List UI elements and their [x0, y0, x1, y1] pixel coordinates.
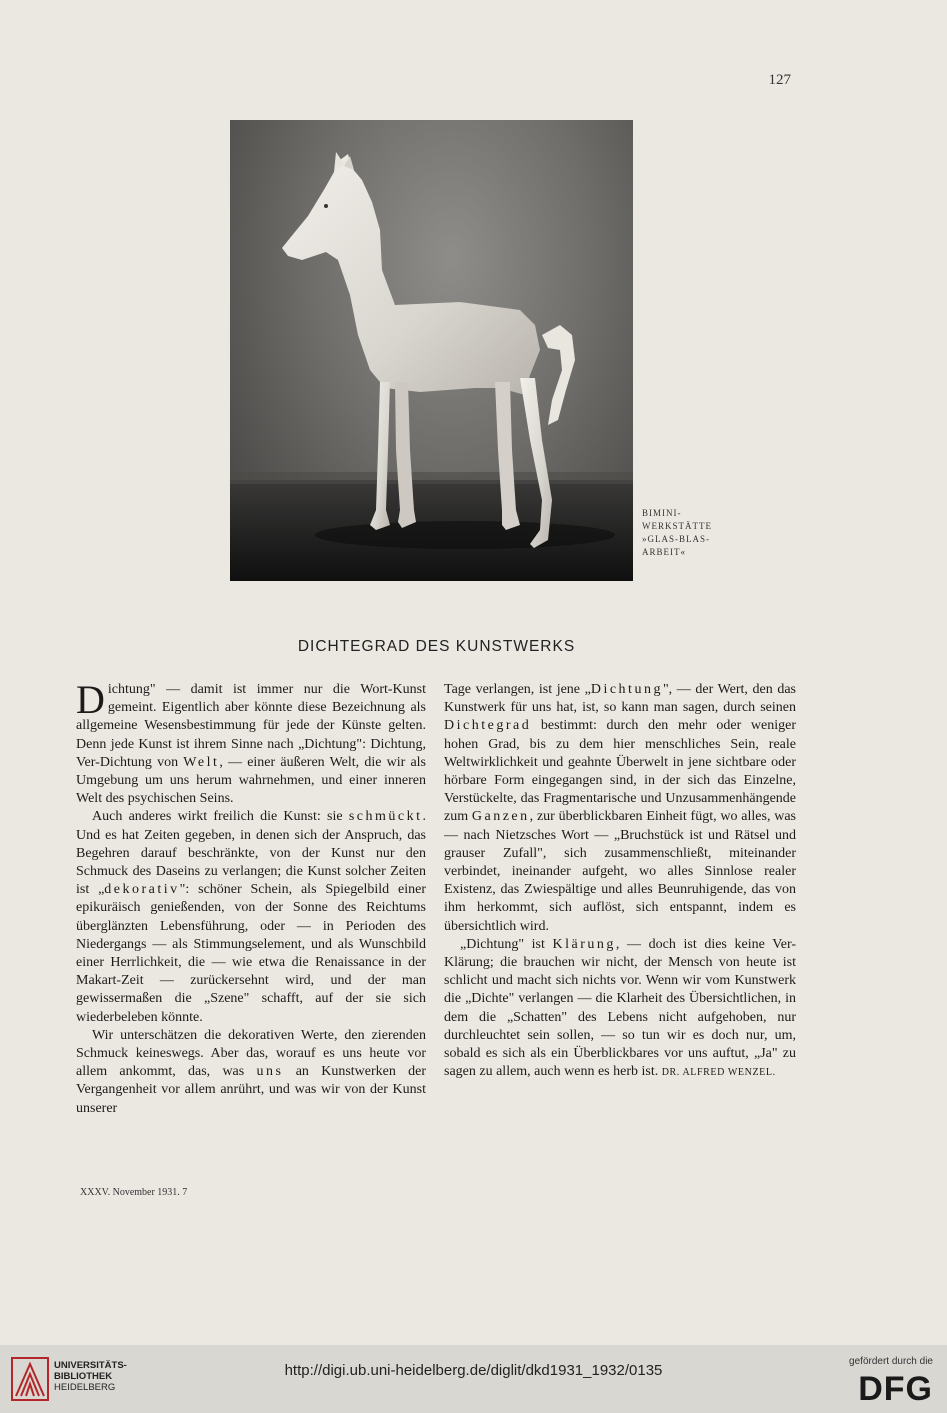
horse-photograph	[230, 120, 633, 581]
emphasis: Klärung	[552, 936, 616, 952]
paragraph	[76, 808, 426, 1026]
photo-caption	[642, 507, 742, 559]
text-run: ichtung" — damit ist immer nur die Wort-Kunst gemeint. Eigentlich aber könnte diese Bezeichnung als allgemeine Wesensbestimmung für jede der Künste gelten. Denn jede Kunst ist ihrem Sinne nach „Dichtung": Dichtung, Ver-Dichtung von	[76, 682, 426, 770]
caption-line: »GLAS-BLAS-	[642, 534, 711, 544]
emphasis: dekorativ	[104, 882, 180, 898]
drop-cap: D	[76, 677, 105, 722]
text-run: bestimmt: durch den mehr oder weniger hohen Grad, bis zu dem hier menschliches Sein, reale Weltwirklichkeit und geahnte Überwelt in jene sichtbare oder hörbare Form eingegangen sind, in der sich das Einzelne, Verstückelte, das Fragmentarische und Unzusammenhängende zum	[444, 718, 796, 825]
text-run: Wir unterschätzen die dekorativen Werte, den zierenden Schmuck keineswegs. Aber das, worauf es uns heute vor allem ankommt, das, was	[76, 1027, 426, 1080]
text-run: Tage verlangen, ist jene „	[444, 682, 591, 697]
page-number: 127	[768, 72, 791, 88]
emphasis: Welt	[183, 754, 220, 770]
text-run: , — doch ist dies keine Ver-Klärung; die brauchen wir nicht, der Mensch von heute ist schlicht und macht sich nichts vor. Wenn wir vom Kunstwerk die „Dichte" verlangen — die Klarheit des Übersichtlichen, in dem die „Schatten" des Lebens nicht aufgehoben, nur durchleuchtet sein sollen, — so tun wir es doch nur, um, sobald es sich als ein Überblickbares vor uns auftut, „Ja" zu sagen zu allem, auch wenn es herb ist.	[444, 936, 797, 1080]
emphasis: Dichtegrad	[444, 718, 532, 734]
caption-line: ARBEIT«	[642, 547, 686, 557]
permalink-url[interactable]: http://digi.ub.uni-heidelberg.de/diglit/dkd1931_1932/0135	[284, 1362, 663, 1379]
emphasis: Ganzen	[471, 809, 530, 825]
caption-line: BIMINI-	[642, 508, 682, 518]
text-run: ", — der Wert, den das Kunstwerk für uns hat, ist, so kann man sagen, durch seinen	[444, 682, 796, 716]
institution-line: BIBLIOTHEK	[54, 1371, 113, 1382]
text-run: , — einer äußeren Welt, die wir als Umgebung um uns herum wahrnehmen, und einer inneren Welt des psychischen Seins.	[76, 754, 426, 807]
text-run: an Kunstwerken der Vergangenheit vor allem anrührt, und was wir von der Kunst unserer	[76, 1064, 426, 1116]
emphasis: Dichtung	[590, 682, 663, 697]
caption-line: WERKSTÄTTE	[642, 521, 712, 531]
paragraph	[76, 1027, 426, 1118]
text-run: Auch anderes wirkt freilich die Kunst: sie	[92, 809, 349, 825]
dfg-logo: DFG	[858, 1370, 933, 1408]
glass-horse-image	[230, 120, 633, 581]
paragraph	[444, 681, 796, 936]
text-run: . Und es hat Zeiten gegeben, in denen sich der Anspruch, das Begehren darauf beschränkte, von der Kunst nur den Schmuck des Daseins zu verlangen; die Kunst solcher Zeiten ist „	[76, 809, 426, 898]
left-column	[76, 677, 426, 1118]
paragraph	[76, 677, 426, 808]
author-signature: DR. ALFRED WENZEL.	[661, 1067, 776, 1079]
paragraph	[444, 936, 796, 1083]
emphasis: uns	[256, 1064, 284, 1080]
text-run: ": schöner Schein, als Spiegelbild einer epikuräisch genießenden, von der Sonne des Reichtums überglänzten Lebensführung, oder — in Perioden des Niedergangs — als Stimmungselement, und als Wunschbild einer Herrlichkeit, die — wie etwa die Renaissance in der Makart-Zeit — zurückersehnt wird, und der man gewissermaßen die „Szene" schafft, auf der sie sich wiederbeleben könnte.	[76, 882, 426, 1025]
right-column	[444, 681, 796, 1082]
institution-line: UNIVERSITÄTS-	[54, 1360, 127, 1371]
issue-footline: XXXV. November 1931. 7	[80, 1187, 188, 1198]
text-run: , zur überblickbaren Einheit fügt, wo alles, was — nach Nietzsches Wort — „Bruchstück ist und Rätsel und grauser Zufall", sich zusammenschließt, miteinander verbindet, ineinander aufgeht, wo alles Sinnlose realer Existenz, das Zwiespältige und alles Beunruhigende, das von ihm herkommt, sich auflöst, sich entspannt, indem es übersichtlich wird.	[444, 809, 796, 934]
text-run: „Dichtung" ist	[460, 936, 553, 952]
digitization-footer	[0, 1345, 947, 1413]
emphasis: schmückt	[348, 809, 423, 825]
article-title: DICHTEGRAD DES KUNSTWERKS	[297, 638, 576, 655]
funded-by-label: gefördert durch die	[849, 1356, 933, 1367]
institution-line: HEIDELBERG	[54, 1382, 116, 1393]
